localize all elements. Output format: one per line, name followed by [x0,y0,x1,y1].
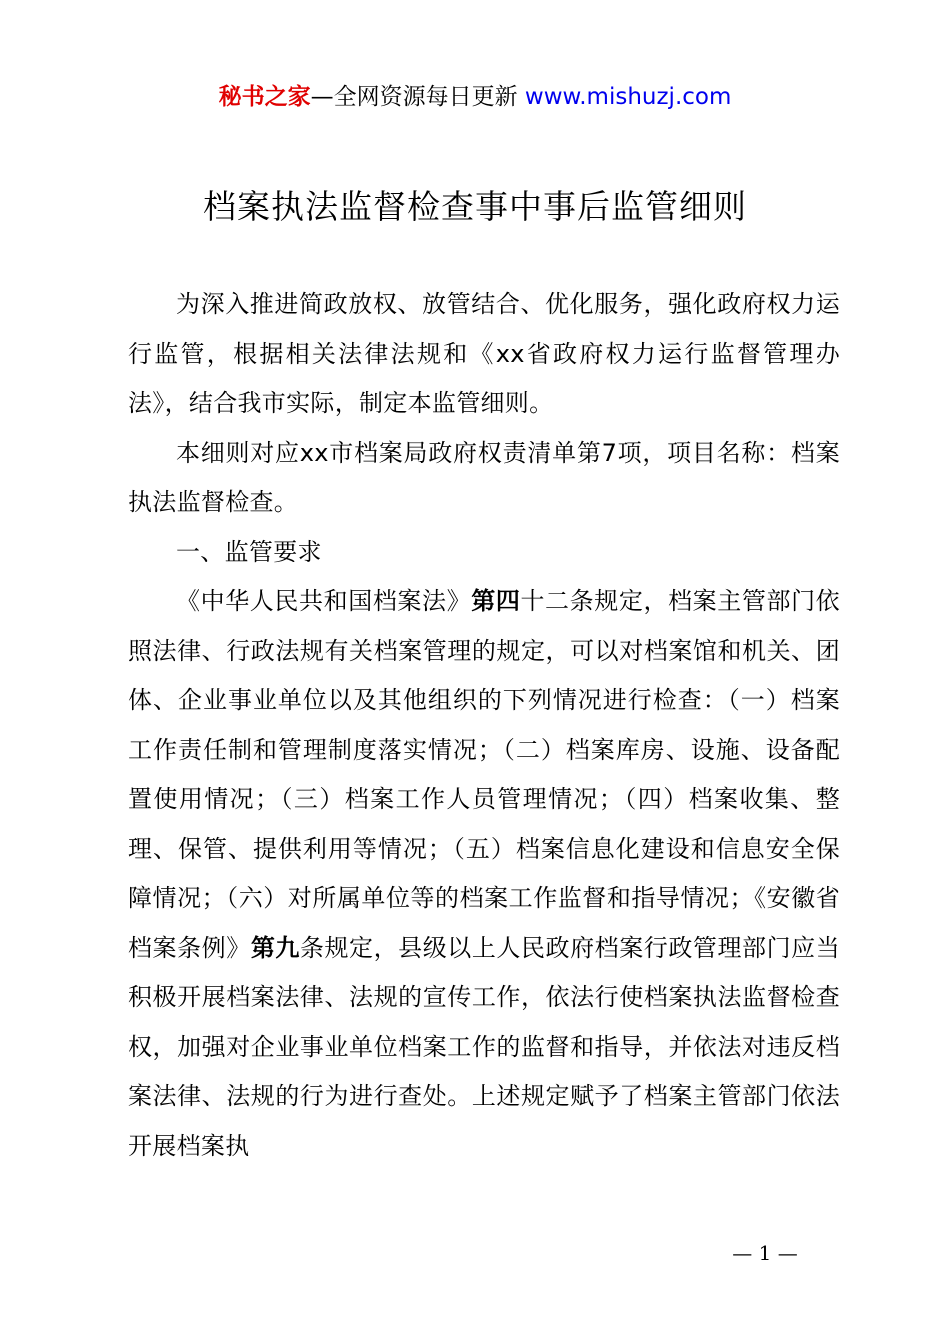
law-citation: 《中华人民共和国档案法》 [176,587,472,615]
paragraph-legal-basis [128,577,840,1171]
section-heading-requirements: 一、监管要求 [176,537,322,566]
page-number: — 1 — [732,1241,798,1265]
bold-article-number-2: 第九 [250,933,300,962]
bold-article-number: 第四 [471,587,521,615]
document-title: 档案执法监督检查事中事后监管细则 [203,187,747,226]
document-body [128,280,840,1171]
paragraph-intro: 为深入推进简政放权、放管结合、优化服务，强化政府权力运行监管，根据相关法律法规和《xx省政府权力运行监督管理办法》，结合我市实际，制定本监管细则。 [128,290,840,417]
site-url-link[interactable]: www.mishuzj.com [524,84,732,110]
brand-name: 秘书之家 [218,84,311,110]
law-text: 十二条规定，档案主管部门依照法律、行政法规有关档案管理的规定，可以对档案馆和机关、团体、企业事业单位以及其他组织的下列情况进行检查：（一）档案工作责任制和管理制度落实情况；（二）档案库房、设施、设备配置使用情况；（三）档案工作人员管理情况；（四）档案收集、整理、保管、提供利用等情况；（五）档案信息化建设和信息安全保障情况；（六）对所属单位等的档案工作监督和指导情况；《安徽省档案条例》 [128,587,840,962]
header-tagline: —全网资源每日更新 [310,84,525,110]
paragraph-scope: 本细则对应xx市档案局政府权责清单第7项，项目名称：档案执法监督检查。 [128,438,840,516]
law-text-2: 条规定，县级以上人民政府档案行政管理部门应当积极开展档案法律、法规的宣传工作，依法行使档案执法监督检查权，加强对企业事业单位档案工作的监督和指导，并依法对违反档案法律、法规的行为进行查处。上述规定赋予了档案主管部门依法开展档案执 [128,933,840,1160]
site-header [0,82,950,112]
